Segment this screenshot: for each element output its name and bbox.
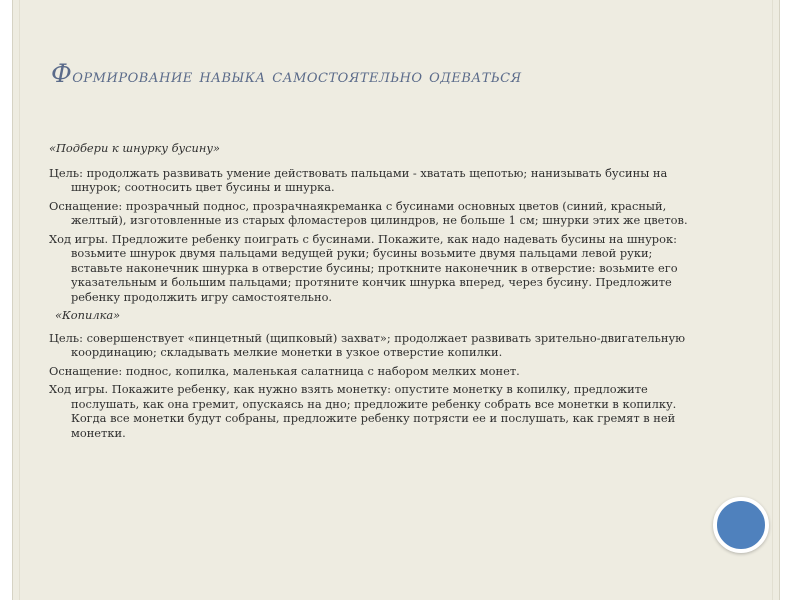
- slide-title: [51, 58, 691, 92]
- game1-procedure: Ход игры. Предложите ребенку поиграть с бусинами. Покажите, как надо надевать бусины на шнурок: возьмите шнурок двумя пальцами ведущей руки; бусины возьмите двумя пальцами левой руки; вставьте наконечник шнурка в отверстие бусины; проткните наконечник в отверстие: возьмите его указательным и большим пальцами; протяните кончик шнурка вперед, через бусину. Предложите ребенку продолжить игру самостоятельно.: [49, 231, 678, 304]
- decorative-circle: [713, 497, 769, 553]
- game1-name: «Подбери к шнурку бусину»: [49, 141, 220, 155]
- title-rest: ормирование навыка самостоятельно одеваться: [72, 65, 522, 87]
- slide: [12, 0, 780, 600]
- game2-procedure: Ход игры. Покажите ребенку, как нужно взять монетку: опустите монетку в копилку, предложите послушать, как она гремит, опускаясь на дно; предложите ребенку собрать все монетки в копилку. Когда все монетки будут собраны, предложите ребенку потрясти ее и послушать, как гремят в ней монетки.: [49, 382, 677, 440]
- title-initial: Ф: [51, 59, 73, 88]
- slide-content: [49, 141, 694, 444]
- game2-name: «Копилка»: [55, 308, 121, 322]
- game1-equipment: Оснащение: прозрачный поднос, прозрачнаякреманка с бусинами основных цветов (синий, красный, желтый), изготовленные из старых фломастеров цилиндров, не больше 1 см; шнурки этих же цветов.: [49, 198, 688, 227]
- game2-goal: Цель: совершенствует «пинцетный (щипковый) захват»; продолжает развивать зрительно-двигательную координацию; складывать мелкие монетки в узкое отверстие копилки.: [49, 330, 686, 359]
- game1-goal: Цель: продолжать развивать умение действовать пальцами - хватать щепотью; нанизывать бусины на шнурок; соотносить цвет бусины и шнурка.: [49, 165, 668, 194]
- game2-equipment: Оснащение: поднос, копилка, маленькая салатница с набором мелких монет.: [49, 363, 520, 378]
